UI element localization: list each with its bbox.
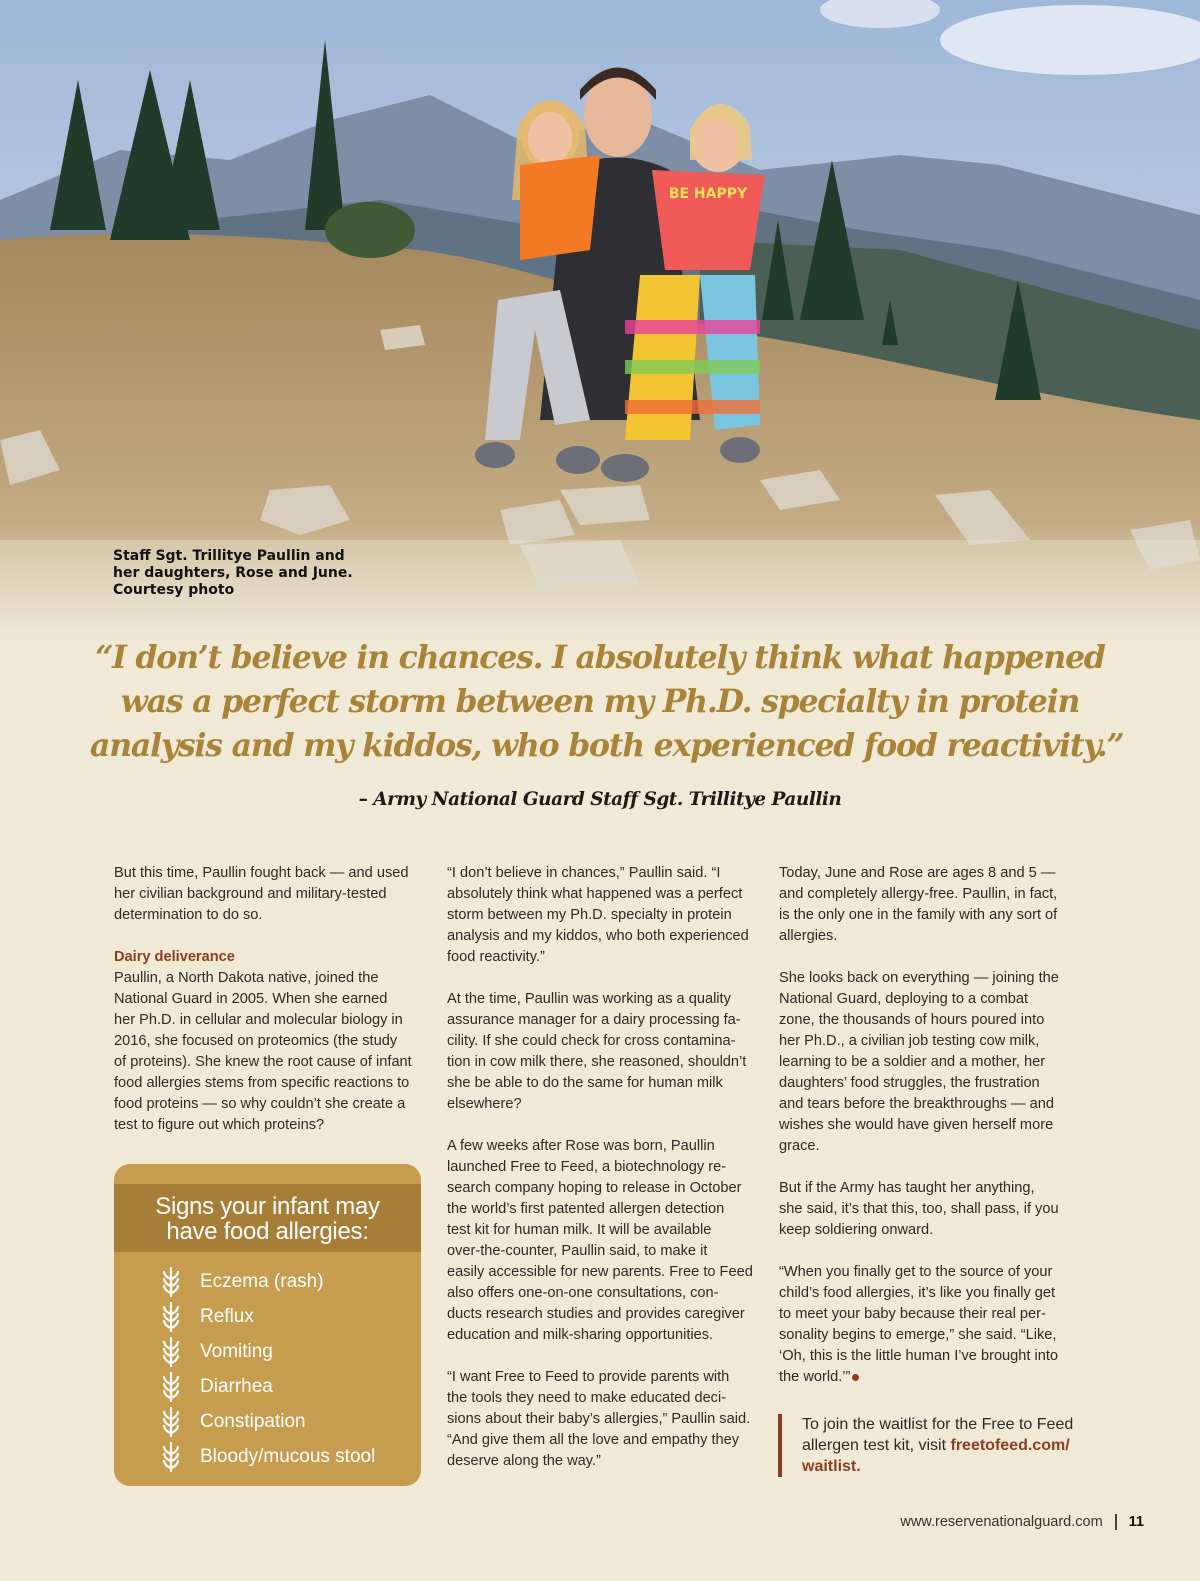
- text-line: is the only one in the family with any sort of: [779, 907, 1058, 923]
- list-item: [160, 1439, 375, 1474]
- text-line: National Guard, deploying to a combat: [779, 991, 1029, 1007]
- symptom-label: Constipation: [200, 1410, 306, 1432]
- text-line: elsewhere?: [447, 1096, 522, 1112]
- section-subhead: Dairy deliverance: [114, 949, 235, 965]
- text-line: Paullin, a North Dakota native, joined the: [114, 970, 379, 986]
- list-item: [160, 1264, 375, 1299]
- sidebar-title-line: Signs your infant may: [155, 1193, 380, 1220]
- symptom-label: Bloody/mucous stool: [200, 1445, 376, 1467]
- text-line: her civilian background and military-tested: [114, 886, 387, 902]
- list-item: [160, 1369, 375, 1404]
- text-line: launched Free to Feed, a biotechnology re-: [447, 1159, 727, 1175]
- symptom-list: [160, 1264, 375, 1474]
- list-item: [160, 1334, 375, 1369]
- text-line: she be able to do the same for human milk: [447, 1075, 723, 1091]
- waitlist-link-continued[interactable]: waitlist: [802, 1458, 857, 1475]
- symptom-label: Diarrhea: [200, 1375, 273, 1397]
- mountain-scene-illustration: [0, 0, 1200, 640]
- text-line: ducts research studies and provides caregiver: [447, 1306, 745, 1322]
- text-line: keep soldiering onward.: [779, 1222, 934, 1238]
- caption-line: Staff Sgt. Trillitye Paullin and: [113, 548, 345, 564]
- text-line: to meet your baby because their real per-: [779, 1306, 1046, 1322]
- wheat-icon: [160, 1442, 182, 1472]
- text-line: food proteins — so why couldn’t she create a: [114, 1096, 406, 1112]
- hero-photo: [0, 0, 1200, 640]
- pull-quote-line: “I don’t believe in chances. I absolutely think what happened: [95, 639, 1105, 676]
- paragraph: [779, 863, 1089, 947]
- waitlist-link[interactable]: freetofeed.com/: [950, 1437, 1070, 1454]
- text-line: analysis and my kiddos, who both experienced: [447, 928, 749, 944]
- text-line: test to figure out which proteins?: [114, 1117, 325, 1133]
- text-line: also offers one-on-one consultations, con-: [447, 1285, 719, 1301]
- sidebar-title: [114, 1184, 421, 1252]
- article-column-3: [779, 863, 1089, 1409]
- text-line: [779, 1367, 1089, 1388]
- footer-url[interactable]: www.reservenationalguard.com: [900, 1514, 1103, 1530]
- waitlist-callout: [778, 1414, 1102, 1477]
- paragraph: [779, 968, 1089, 1157]
- text-line: wishes she would have given herself more: [779, 1117, 1054, 1133]
- wheat-icon: [160, 1302, 182, 1332]
- paragraph: [447, 863, 757, 968]
- text-line: over-the-counter, Paullin said, to make it: [447, 1243, 708, 1259]
- text-line: child’s food allergies, it’s like you finally get: [779, 1285, 1056, 1301]
- pull-quote-line: analysis and my kiddos, who both experienced food reactivity.”: [90, 727, 1124, 764]
- pull-quote-line: was a perfect storm between my Ph.D. specialty in protein: [120, 683, 1080, 720]
- text-line: absolutely think what happened was a perfect: [447, 886, 743, 902]
- text-line: of proteins). She knew the root cause of infant: [114, 1054, 412, 1070]
- sidebar-title-line: have food allergies:: [166, 1218, 369, 1245]
- wheat-icon: [160, 1337, 182, 1367]
- text-line: ‘Oh, this is the little human I’ve brought into: [779, 1348, 1059, 1364]
- text-line: her Ph.D., a civilian job testing cow milk,: [779, 1033, 1040, 1049]
- text-line: 2016, she focused on proteomics (the study: [114, 1033, 398, 1049]
- text-line: A few weeks after Rose was born, Paullin: [447, 1138, 715, 1154]
- text-line: zone, the thousands of hours poured into: [779, 1012, 1045, 1028]
- text-line: sions about their baby’s allergies,” Paullin said.: [447, 1411, 751, 1427]
- text-line: “I want Free to Feed to provide parents with: [447, 1369, 730, 1385]
- text-line: sonality begins to emerge,” she said. “Like,: [779, 1327, 1057, 1343]
- text-line: her Ph.D. in cellular and molecular biology in: [114, 1012, 403, 1028]
- text-line: She looks back on everything — joining the: [779, 970, 1059, 986]
- text-line: storm between my Ph.D. specialty in protein: [447, 907, 732, 923]
- text-line: search company hoping to release in October: [447, 1180, 742, 1196]
- paragraph: [447, 989, 757, 1115]
- paragraph: [447, 1367, 757, 1472]
- photo-caption: [113, 548, 373, 599]
- paragraph: [447, 1136, 757, 1346]
- symptom-label: Reflux: [200, 1305, 254, 1327]
- text-line: deserve along the way.”: [447, 1453, 601, 1469]
- text-line: tion in cow milk there, she reasoned, shouldn’t: [447, 1054, 747, 1070]
- text-line: test kit for human milk. It will be available: [447, 1222, 712, 1238]
- footer-divider: [1115, 1514, 1117, 1530]
- text-line: the tools they need to make educated deci-: [447, 1390, 727, 1406]
- page-number: 11: [1128, 1514, 1144, 1530]
- text-line: daughters’ food struggles, the frustration: [779, 1075, 1040, 1091]
- callout-line: [802, 1435, 1102, 1456]
- text-line-content: the world.’”: [779, 1369, 851, 1385]
- pull-quote-attribution: – Army National Guard Staff Sgt. Trillitye Paullin: [358, 789, 842, 810]
- text-line: cility. If she could check for cross contamina-: [447, 1033, 736, 1049]
- text-line: allergies.: [779, 928, 838, 944]
- page-footer: [900, 1514, 1144, 1530]
- text-line: food reactivity.”: [447, 949, 545, 965]
- text-line: “When you finally get to the source of your: [779, 1264, 1053, 1280]
- text-line: At the time, Paullin was working as a quality: [447, 991, 731, 1007]
- callout-text: allergen test kit, visit: [802, 1437, 951, 1454]
- paragraph: [779, 1178, 1089, 1241]
- text-line: education and milk-sharing opportunities.: [447, 1327, 714, 1343]
- paragraph: [779, 1262, 1089, 1388]
- wheat-icon: [160, 1407, 182, 1437]
- wheat-icon: [160, 1372, 182, 1402]
- symptom-label: Vomiting: [200, 1340, 273, 1362]
- text-line: grace.: [779, 1138, 820, 1154]
- article-column-1: [114, 863, 424, 1157]
- caption-line: Courtesy photo: [113, 582, 235, 598]
- text-line: determination to do so.: [114, 907, 263, 923]
- callout-line: To join the waitlist for the Free to Feed: [802, 1416, 1074, 1433]
- allergy-signs-sidebar: [114, 1164, 421, 1486]
- text-line: the world’s first patented allergen detection: [447, 1201, 725, 1217]
- symptom-label: Eczema (rash): [200, 1270, 324, 1292]
- list-item: [160, 1299, 375, 1334]
- caption-line: her daughters, Rose and June.: [113, 565, 353, 581]
- text-line: food allergies stems from specific reactions to: [114, 1075, 410, 1091]
- text-line: National Guard in 2005. When she earned: [114, 991, 388, 1007]
- shirt-text: BE HAPPY: [668, 186, 748, 202]
- text-line: assurance manager for a dairy processing fa-: [447, 1012, 741, 1028]
- text-line: easily accessible for new parents. Free to Feed: [447, 1264, 753, 1280]
- callout-period: .: [856, 1458, 861, 1475]
- paragraph: [114, 947, 424, 1136]
- text-line: “I don’t believe in chances,” Paullin said. “I: [447, 865, 721, 881]
- list-item: [160, 1404, 375, 1439]
- end-mark-icon: [852, 1374, 859, 1381]
- article-column-2: [447, 863, 757, 1493]
- text-line: learning to be a soldier and a mother, her: [779, 1054, 1046, 1070]
- text-line: But this time, Paullin fought back — and used: [114, 865, 409, 881]
- text-line: she said, it’s that this, too, shall pass, if you: [779, 1201, 1059, 1217]
- callout-line: [802, 1456, 1102, 1477]
- paragraph: [114, 863, 424, 926]
- wheat-icon: [160, 1267, 182, 1297]
- text-line: and completely allergy-free. Paullin, in fact,: [779, 886, 1058, 902]
- text-line: and tears before the breakthroughs — and: [779, 1096, 1055, 1112]
- pull-quote: [90, 636, 1124, 768]
- text-line: But if the Army has taught her anything,: [779, 1180, 1035, 1196]
- text-line: “And give them all the love and empathy they: [447, 1432, 740, 1448]
- text-line: Today, June and Rose are ages 8 and 5 —: [779, 865, 1056, 881]
